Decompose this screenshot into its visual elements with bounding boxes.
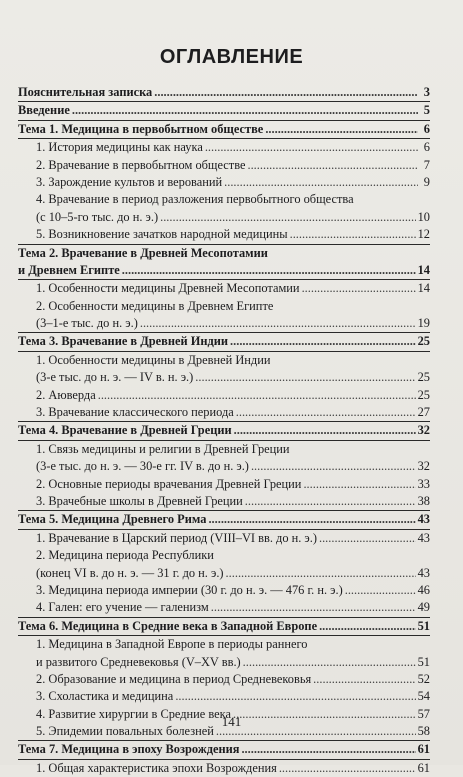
toc-leader <box>195 369 415 386</box>
toc-entry-text: 1. Врачевание в Царский период (VIII–VI вв. до н. э.) <box>36 530 317 545</box>
toc-entry <box>18 84 430 102</box>
toc-leader <box>211 599 416 616</box>
toc-entry-continuation <box>18 262 430 280</box>
toc-entry-page: 32 <box>417 423 430 438</box>
toc-leader <box>313 671 415 688</box>
toc-entry <box>18 511 430 529</box>
toc-entry-text: 3. Врачебные школы в Древней Греции <box>36 493 243 508</box>
toc-entry-text: Тема 3. Врачевание в Древней Индии <box>18 334 229 349</box>
toc-entry <box>18 636 430 653</box>
toc-entry-page: 14 <box>417 262 430 277</box>
toc-entry <box>18 387 430 404</box>
toc-entry-page: 7 <box>423 157 430 172</box>
toc-leader <box>319 530 416 547</box>
toc-entry <box>18 688 430 705</box>
toc-entry <box>18 493 430 511</box>
toc-leader <box>234 422 416 439</box>
toc-entry-text: и развитого Средневековья (V–XV вв.) <box>36 654 241 669</box>
toc-entry-continuation <box>18 315 430 333</box>
toc-entry-text: Тема 5. Медицина Древнего Рима <box>18 512 207 527</box>
page-number: 141 <box>221 714 242 729</box>
toc-leader <box>160 209 416 226</box>
toc-entry-page: 54 <box>417 689 430 704</box>
toc-entry-page: 10 <box>417 209 430 224</box>
toc-entry-page: 25 <box>417 387 430 402</box>
toc-entry-continuation <box>18 654 430 671</box>
toc-entry-text: 2. Врачевание в первобытном обществе <box>36 157 246 172</box>
toc-entry <box>18 298 430 315</box>
toc-entry <box>18 618 430 636</box>
toc-entry-text: Тема 6. Медицина в Средние века в Западной Европе <box>18 618 318 633</box>
toc-entry <box>18 741 430 759</box>
toc-entry-text: 4. Врачевание в период разложения первобытного общества <box>36 192 354 207</box>
toc-entry-page: 25 <box>417 334 430 349</box>
toc-leader <box>154 84 418 101</box>
toc-entry-page: 6 <box>423 140 430 155</box>
toc-leader <box>230 333 416 350</box>
toc-entry-text: 5. Возникновение зачатков народной медицины <box>36 227 288 242</box>
toc-entry-text: 5. Эпидемии повальных болезней <box>36 724 214 739</box>
toc-entry-text: 1. Общая характеристика эпохи Возрождения <box>36 760 277 775</box>
toc-entry-page: 43 <box>417 565 430 580</box>
toc-entry <box>18 352 430 369</box>
toc-entry-page: 57 <box>417 706 430 721</box>
toc-leader <box>122 262 416 279</box>
toc-entry-text: 4. Развитие хирургии в Средние века <box>36 706 232 721</box>
toc-entry-text: 2. Аюверда <box>36 387 96 402</box>
toc-entry-text: 1. Связь медицины и религии в Древней Греции <box>36 441 290 456</box>
toc-leader <box>140 315 416 332</box>
toc-entry <box>18 476 430 493</box>
toc-entry <box>18 139 430 156</box>
table-of-contents <box>18 84 430 777</box>
toc-entry-page: 3 <box>423 85 430 99</box>
toc-leader <box>303 476 415 493</box>
toc-entry-text: Введение <box>18 103 70 118</box>
toc-leader <box>247 157 418 174</box>
toc-entry-page: 52 <box>417 671 430 686</box>
toc-entry <box>18 547 430 564</box>
toc-leader <box>236 404 416 421</box>
toc-entry-continuation <box>18 458 430 475</box>
toc-entry-page: 43 <box>417 530 430 545</box>
toc-entry-page: 33 <box>417 476 430 491</box>
toc-leader <box>208 511 415 528</box>
toc-entry-text: 2. Медицина периода Республики <box>36 548 214 563</box>
toc-leader <box>226 565 416 582</box>
toc-leader <box>290 226 416 243</box>
toc-entry-text: 3. Медицина периода империи (30 г. до н. э. — 476 г. н. э.) <box>36 582 343 597</box>
toc-leader <box>175 688 415 705</box>
toc-entry-text: 3. Зарождение культов и верований <box>36 174 223 189</box>
toc-entry-page: 12 <box>417 227 430 242</box>
toc-entry-text: Тема 1. Медицина в первобытном обществе <box>18 121 264 136</box>
toc-entry-text: (с 10–5-го тыс. до н. э.) <box>36 209 159 224</box>
toc-entry <box>18 582 430 599</box>
toc-entry-text: (3–1-е тыс. до н. э.) <box>36 316 138 331</box>
toc-leader <box>241 741 415 758</box>
toc-entry <box>18 280 430 297</box>
toc-entry <box>18 102 430 120</box>
toc-entry-page: 58 <box>417 724 430 739</box>
toc-leader <box>72 102 418 119</box>
toc-entry-page: 27 <box>417 405 430 420</box>
toc-entry-page: 51 <box>417 654 430 669</box>
toc-leader <box>302 280 416 297</box>
toc-entry <box>18 245 430 262</box>
toc-entry-page: 46 <box>417 582 430 597</box>
toc-entry-text: 2. Особенности медицины в Древнем Египте <box>36 298 274 313</box>
toc-entry-page: 43 <box>417 512 430 527</box>
toc-entry <box>18 530 430 547</box>
toc-entry-text: (3-е тыс. до н. э. — IV в. н. э.) <box>36 370 194 385</box>
toc-entry <box>18 441 430 458</box>
toc-leader <box>319 618 416 635</box>
toc-entry-page: 19 <box>417 316 430 331</box>
toc-leader <box>224 174 418 191</box>
toc-entry-page: 5 <box>423 103 430 118</box>
toc-leader <box>251 458 416 475</box>
toc-entry-text: 2. Образование и медицина в период Средневековья <box>36 671 312 686</box>
toc-leader <box>205 139 418 156</box>
toc-entry-text: Тема 7. Медицина в эпоху Возрождения <box>18 742 240 757</box>
toc-entry-text: Тема 4. Врачевание в Древней Греции <box>18 423 232 438</box>
toc-entry-text: (3-е тыс. до н. э. — 30-е гг. IV в. до н. э.) <box>36 459 249 474</box>
toc-entry-page: 25 <box>417 370 430 385</box>
toc-leader <box>98 387 416 404</box>
toc-entry <box>18 174 430 191</box>
toc-entry-text: 2. Основные периоды врачевания Древней Греции <box>36 476 302 491</box>
toc-entry <box>18 404 430 422</box>
toc-entry-page: 49 <box>417 600 430 615</box>
toc-entry-text: Пояснительная записка <box>18 85 153 99</box>
toc-entry <box>18 121 430 139</box>
toc-entry-page: 61 <box>417 760 430 775</box>
toc-entry-page: 14 <box>417 281 430 296</box>
toc-entry <box>18 760 430 777</box>
toc-entry-text: (конец VI в. до н. э. — 31 г. до н. э.) <box>36 565 224 580</box>
toc-entry-page: 32 <box>417 459 430 474</box>
toc-entry-continuation <box>18 209 430 226</box>
page-title: ОГЛАВЛЕНИЕ <box>159 46 304 68</box>
toc-entry-text: и Древнем Египте <box>18 262 120 277</box>
toc-entry-page: 51 <box>417 618 430 633</box>
toc-entry-text: 1. Медицина в Западной Европе в периоды раннего <box>36 637 308 652</box>
toc-entry <box>18 226 430 244</box>
toc-entry <box>18 191 430 208</box>
toc-entry <box>18 157 430 174</box>
toc-entry <box>18 599 430 617</box>
toc-entry-text: 1. Особенности медицины Древней Месопотамии <box>36 281 300 296</box>
toc-entry-text: 1. История медицины как наука <box>36 140 203 155</box>
toc-entry-page: 61 <box>417 742 430 757</box>
toc-entry <box>18 671 430 688</box>
toc-entry <box>18 333 430 351</box>
toc-entry-continuation <box>18 369 430 386</box>
toc-entry-text: 1. Особенности медицины в Древней Индии <box>36 352 271 367</box>
toc-leader <box>243 654 416 671</box>
toc-entry-text: 4. Гален: его учение — галенизм <box>36 600 209 615</box>
toc-leader <box>265 121 418 138</box>
toc-entry-text: Тема 2. Врачевание в Древней Месопотамии <box>18 245 268 260</box>
toc-leader <box>279 760 416 777</box>
toc-entry-text: 3. Схоластика и медицина <box>36 689 174 704</box>
toc-entry <box>18 422 430 440</box>
toc-entry-page: 9 <box>423 174 430 189</box>
toc-entry-page: 38 <box>417 493 430 508</box>
toc-entry-page: 6 <box>423 121 430 136</box>
toc-entry-continuation <box>18 565 430 582</box>
toc-leader <box>345 582 416 599</box>
toc-entry-text: 3. Врачевание классического периода <box>36 405 234 420</box>
toc-leader <box>245 493 416 510</box>
